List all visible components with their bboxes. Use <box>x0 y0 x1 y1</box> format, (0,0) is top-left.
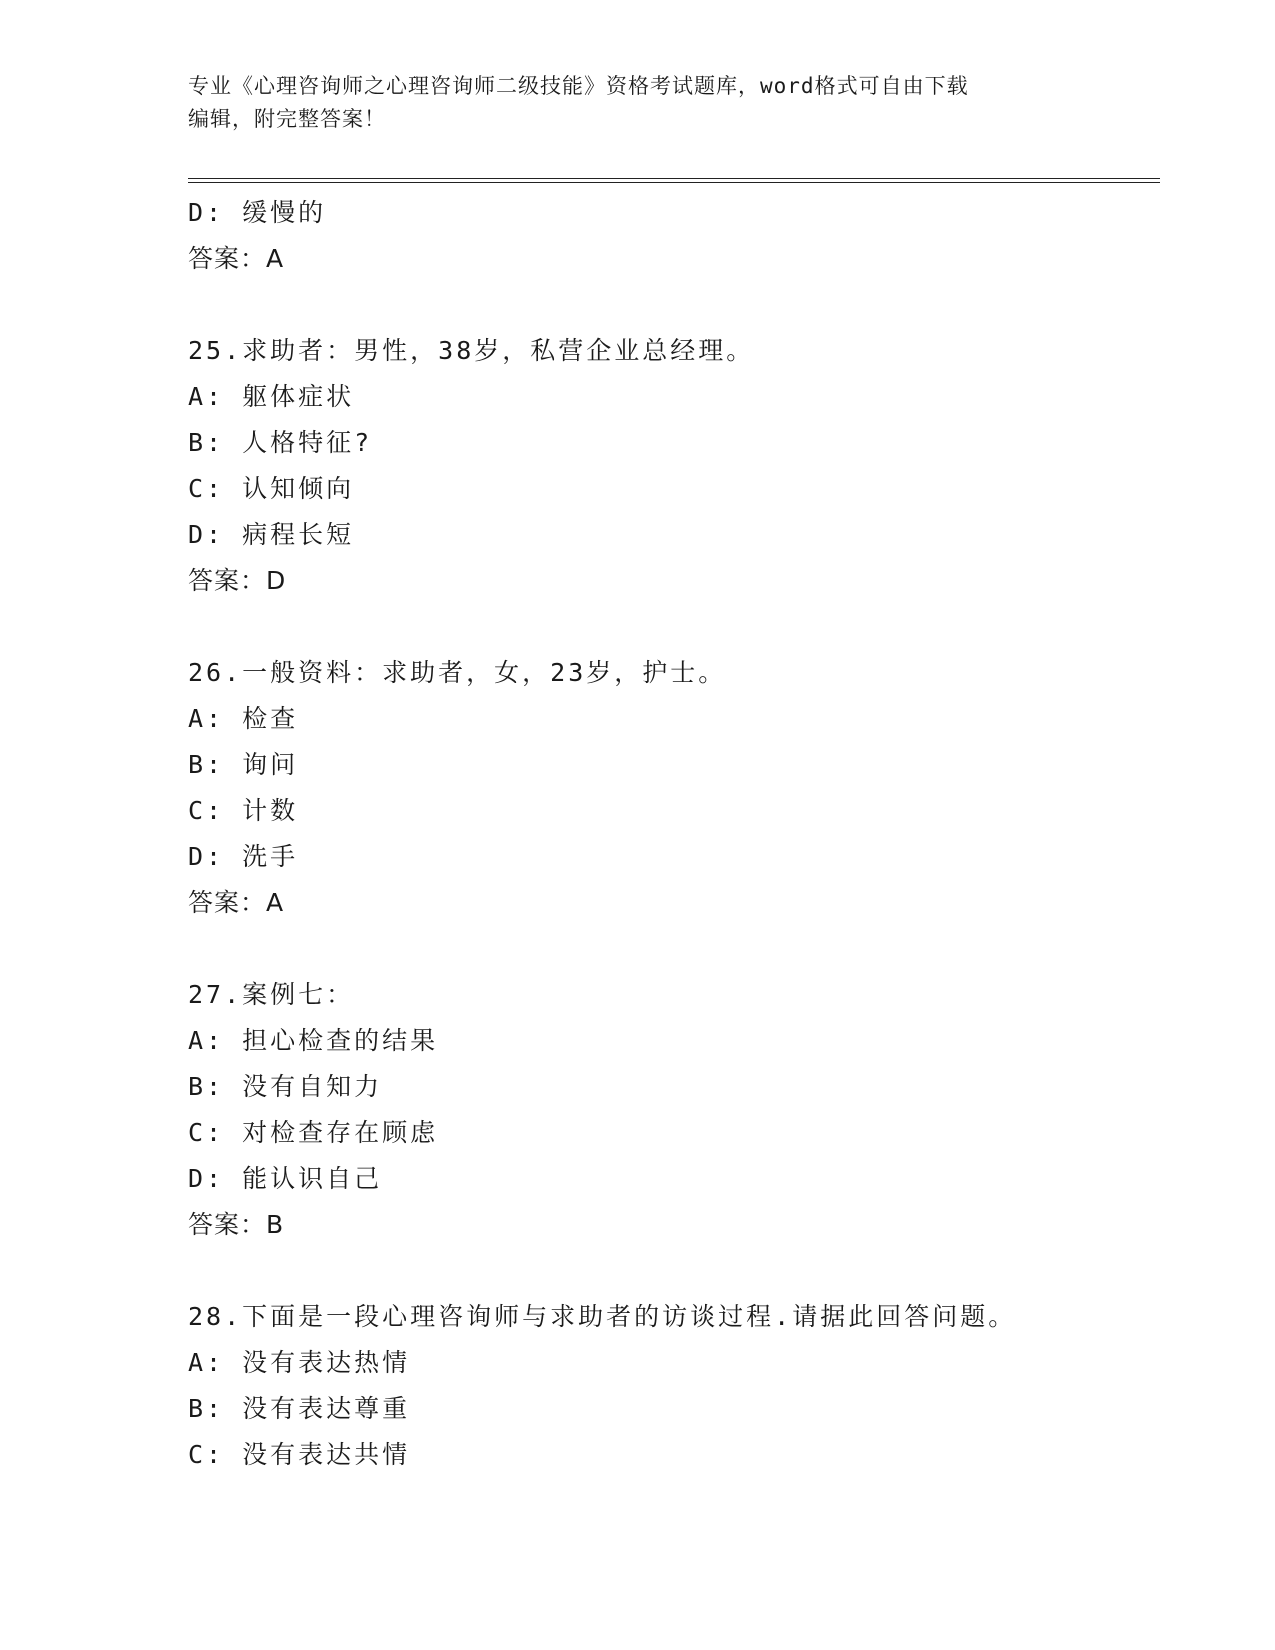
question-stem: 27.案例七： <box>188 980 355 1009</box>
answer-line: 答案：A <box>188 244 285 273</box>
option-a: A: 没有表达热情 <box>188 1348 411 1377</box>
question-stem: 26.一般资料：求助者，女，23岁，护士。 <box>188 658 727 687</box>
option-a: A: 检查 <box>188 704 299 733</box>
option-c: C: 计数 <box>188 796 299 825</box>
spacer <box>188 604 1148 650</box>
option-d: D: 缓慢的 <box>188 198 327 227</box>
spacer <box>188 926 1148 972</box>
header-line-1: 专业《心理咨询师之心理咨询师二级技能》资格考试题库，word格式可自由下载 <box>188 74 969 98</box>
continued-question <box>188 190 1148 282</box>
option-b: B: 询问 <box>188 750 299 779</box>
question-25 <box>188 328 1148 604</box>
question-27 <box>188 972 1148 1248</box>
option-c: C: 对检查存在顾虑 <box>188 1118 439 1147</box>
option-a: A: 躯体症状 <box>188 382 355 411</box>
option-b: B: 人格特征? <box>188 428 373 457</box>
option-b: B: 没有自知力 <box>188 1072 383 1101</box>
option-d: D: 能认识自己 <box>188 1164 383 1193</box>
question-list <box>188 190 1148 1478</box>
spacer <box>188 282 1148 328</box>
answer-line: 答案：A <box>188 888 285 917</box>
question-stem: 25.求助者：男性，38岁，私营企业总经理。 <box>188 336 755 365</box>
option-d: D: 病程长短 <box>188 520 355 549</box>
answer-line: 答案：D <box>188 566 287 595</box>
spacer <box>188 1248 1148 1294</box>
header-line-2: 编辑，附完整答案！ <box>188 107 386 131</box>
option-c: C: 认知倾向 <box>188 474 355 503</box>
option-b: B: 没有表达尊重 <box>188 1394 411 1423</box>
question-stem: 28.下面是一段心理咨询师与求助者的访谈过程.请据此回答问题。 <box>188 1302 1017 1331</box>
question-26 <box>188 650 1148 926</box>
option-a: A: 担心检查的结果 <box>188 1026 439 1055</box>
question-28 <box>188 1294 1148 1478</box>
header-double-rule <box>188 178 1160 183</box>
answer-line: 答案：B <box>188 1210 285 1239</box>
option-c: C: 没有表达共情 <box>188 1440 411 1469</box>
option-d: D: 洗手 <box>188 842 299 871</box>
page-header <box>188 70 1088 136</box>
